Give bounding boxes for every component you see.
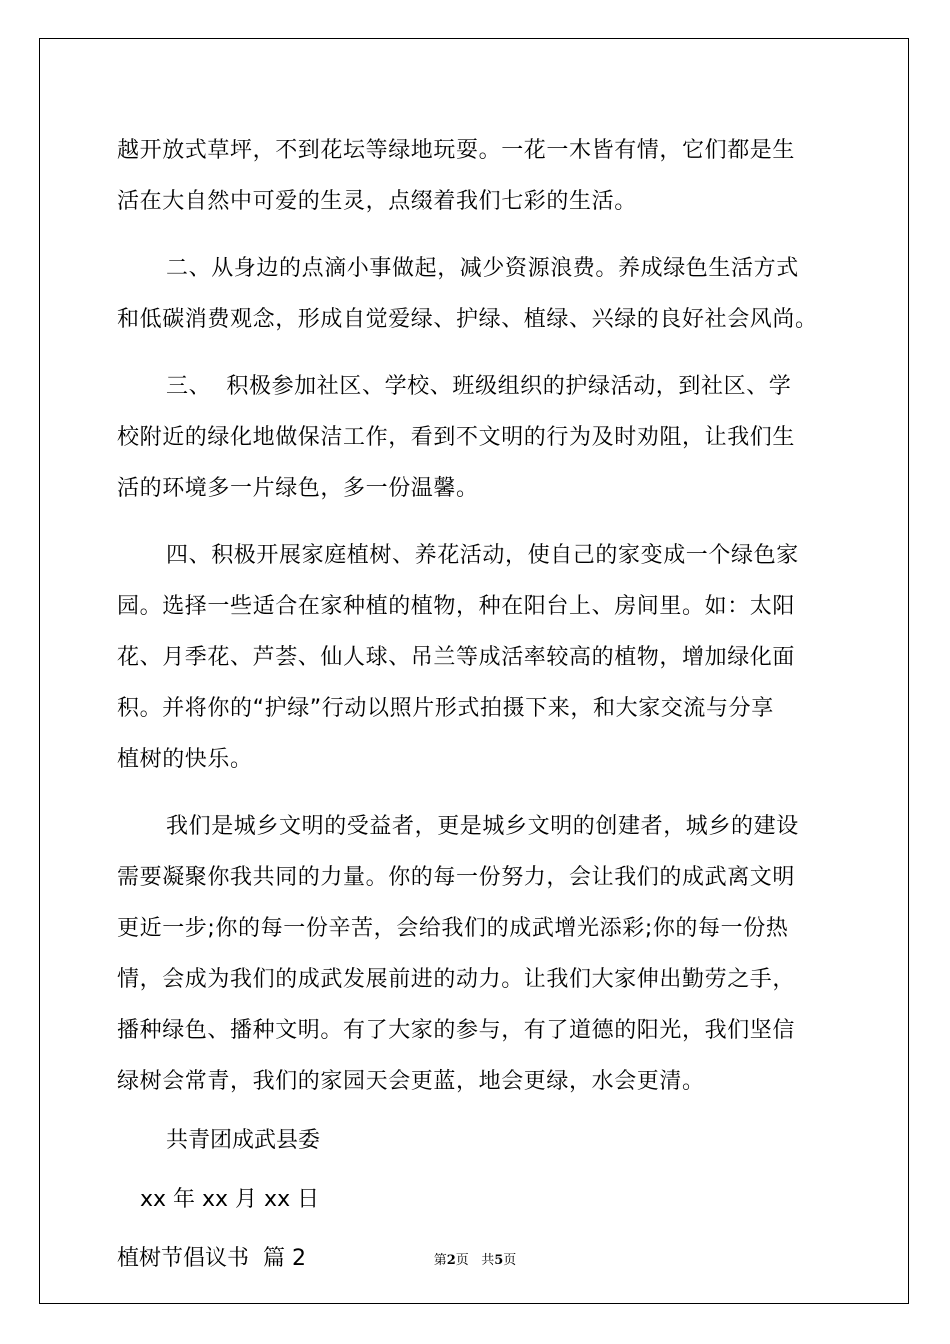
text-line: 和低碳消费观念，形成自觉爱绿、护绿、植绿、兴绿的良好社会风尚。: [117, 307, 818, 332]
paragraph: [117, 243, 837, 345]
page-suffix: 页: [503, 1253, 517, 1268]
text-line: 更近一步;你的每一份辛苦，会给我们的成武增光添彩;你的每一份热: [117, 916, 789, 941]
text-line: 越开放式草坪，不到花坛等绿地玩耍。一花一木皆有情，它们都是生: [117, 138, 796, 163]
text-line: 积。并将你的“护绿”行动以照片形式拍摄下来，和大家交流与分享: [117, 696, 774, 721]
next-section-heading: 植树节倡议书 篇 2: [117, 1246, 306, 1271]
paragraph: [117, 125, 837, 227]
text-line: 二、从身边的点滴小事做起，减少资源浪费。养成绿色生活方式: [166, 256, 799, 281]
text-line: 我们是城乡文明的受益者，更是城乡文明的创建者，城乡的建设: [166, 814, 799, 839]
text-line: 绿树会常青，我们的家园天会更蓝，地会更绿，水会更清。: [117, 1069, 705, 1094]
date: xx 年 xx 月 xx 日: [140, 1187, 320, 1212]
text-line: 三、 积极参加社区、学校、班级组织的护绿活动，到社区、学: [166, 374, 792, 399]
text-line: 四、积极开展家庭植树、养花活动，使自己的家变成一个绿色家: [166, 543, 799, 568]
text-line: 播种绿色、播种文明。有了大家的参与，有了道德的阳光，我们坚信: [117, 1018, 796, 1043]
text-line: 情，会成为我们的成武发展前进的动力。让我们大家伸出勤劳之手，: [117, 967, 796, 992]
text-line: 花、月季花、芦荟、仙人球、吊兰等成活率较高的植物，增加绿化面: [117, 645, 796, 670]
text-line: 需要凝聚你我共同的力量。你的每一份努力，会让我们的成武离文明: [117, 865, 796, 890]
paragraph: [117, 361, 837, 514]
total-page-number: 5: [494, 1253, 504, 1268]
paragraph: [117, 530, 837, 785]
paragraph: [117, 801, 837, 1107]
document-body: [117, 125, 837, 1284]
page-prefix: 第: [433, 1253, 447, 1268]
page-mid: 页 共: [455, 1253, 495, 1268]
text-line: 活在大自然中可爱的生灵，点缀着我们七彩的生活。: [117, 189, 637, 214]
text-line: 活的环境多一片绿色，多一份温馨。: [117, 476, 479, 501]
current-page-number: 2: [446, 1253, 456, 1268]
text-line: 植树的快乐。: [117, 747, 253, 772]
page-footer: [0, 1249, 950, 1268]
text-line: 园。选择一些适合在家种植的植物，种在阳台上、房间里。如：太阳: [117, 594, 796, 619]
signature: 共青团成武县委: [166, 1128, 321, 1153]
text-line: 校附近的绿化地做保洁工作，看到不文明的行为及时劝阻，让我们生: [117, 425, 796, 450]
